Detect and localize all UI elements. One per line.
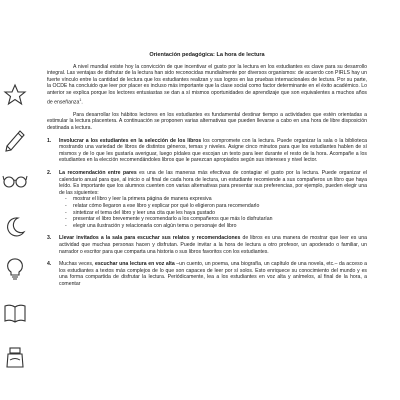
sub-item: - mostrar el libro y leer la primera página de manera expresiva <box>73 196 367 203</box>
list-item <box>47 261 367 287</box>
item-heading: Involucrar a los estudiantes en la selección de los libros <box>59 137 202 144</box>
second-paragraph: Para desarrollar los hábitos lectores en los estudiantes es fundamental destinar tiempo a actividades que estén orientadas a estimular la lectura placentera. A continuación se proponen varias alternativas que pueden llevarse a cabo en una hora de libre disposición destinada a lectura. <box>47 111 367 132</box>
item-number: 3. <box>47 235 52 242</box>
footnote-ref: 1 <box>79 97 82 102</box>
sub-item: - sintetizar el tema del libro y leer una cita que les haya gustado <box>73 210 367 217</box>
intro-paragraph <box>47 64 367 106</box>
star-icon <box>2 82 28 108</box>
item-number: 1. <box>47 137 52 144</box>
item-body: los compromete con la lectura. Puede organizar la sala o la biblioteca mostrando una variedad de libros de distintos géneros, temas y niveles. Asigne cinco minutos para que los estudiantes hablen de sí mismos y de lo que les gustaría averiguar, luego pídales que escojan un texto para leer durante el resto de la hora. Acompañe a los estudiantes en la elección recomendándoles libros que le parezcan apropiados según sus intereses y nivel lector. <box>59 137 368 164</box>
sub-item: - relatar cómo llegaron a ese libro y explicar por qué lo eligieron para recomendarlo <box>73 203 367 210</box>
list-item <box>47 235 367 255</box>
item-heading: Llevar invitados a la sala para escuchar sus relatos y recomendaciones <box>59 235 241 242</box>
glasses-icon <box>2 168 28 194</box>
activities-list <box>47 138 367 288</box>
item-number: 2. <box>47 170 52 177</box>
page-title: Orientación pedagógica: La hora de lectura <box>149 52 265 58</box>
item-heading: escuchar una lectura en voz alta <box>94 261 175 268</box>
moon-icon <box>2 214 28 240</box>
intro-end: . <box>81 99 83 106</box>
pencil-icon <box>2 126 28 152</box>
lightbulb-icon <box>2 256 28 282</box>
item-body: es una de las maneras más efectivas de contagiar el gusto por la lectura. Puede organizar el calendario anual para que, al inicio o al final de cada hora de lectura, un estudiante recomiende a sus compañeros un libro que haya leído. Es importante que los alumnos cuenten con varias alternativas para presentar sus preferencias, por ejemplo, pueden elegir una de las siguientes: <box>59 170 367 196</box>
ink-bottle-icon <box>2 344 28 370</box>
item-body-pre: Muchas veces, <box>59 261 95 268</box>
intro-text: A nivel mundial existe hoy la convicción de que incentivar el gusto por la lectura en los estudiantes es clave para su desarrollo integral. Las ventajas de disfrutar de la lectura han sido reconocidas mundialmente por diversos organismos: de acuerdo con PIRLS hay un fuerte vínculo entre la cantidad de lectura que los estudiantes realizan y sus logros en las pruebas internacionales de lectura. Por su parte, la OCDE ha concluido que leer por placer es incluso más importante que la clase social como factor determinante en el éxito académico. Lo anterior se explica porque los lectores entusiastas se dan a sí mismos oportunidades de aprendizaje que son equivalentes a muchos años de enseñanza <box>47 63 367 106</box>
item-body: de libros es una manera de mostrar que leer es una actividad que muchas personas hacen y disfrutan. Puede invitar a la hora de lectura a otro profesor, un apoderado o familiar, un narrador o escritor para que comparta una historia o sus libros favoritos con los estudiantes. <box>59 235 367 255</box>
sub-item: - presentar el libro brevemente y recomendarlo a los compañeros que más lo disfrutarían <box>73 216 367 223</box>
item-number: 4. <box>47 261 52 268</box>
document-body <box>47 52 367 294</box>
sub-item: - elegir una ilustración y relacionarla con algún tema o personaje del libro <box>73 223 367 230</box>
item-body: –un cuento, un poema, una biografía, un capítulo de una novela, etc.– da acceso a los estudiantes a textos más complejos de lo que son capaces de leer por sí solos. Esto enriquece su conocimiento del mundo y es una forma compartida de disfrutar la lectura. Periódicamente, lea a los estudiantes en voz alta y anímelos, al final de la hora, a comentar <box>59 261 367 287</box>
list-item <box>47 170 367 229</box>
list-item <box>47 138 367 164</box>
item-heading: La recomendación entre pares <box>59 170 137 177</box>
sub-list <box>59 196 367 229</box>
book-icon <box>2 300 28 326</box>
